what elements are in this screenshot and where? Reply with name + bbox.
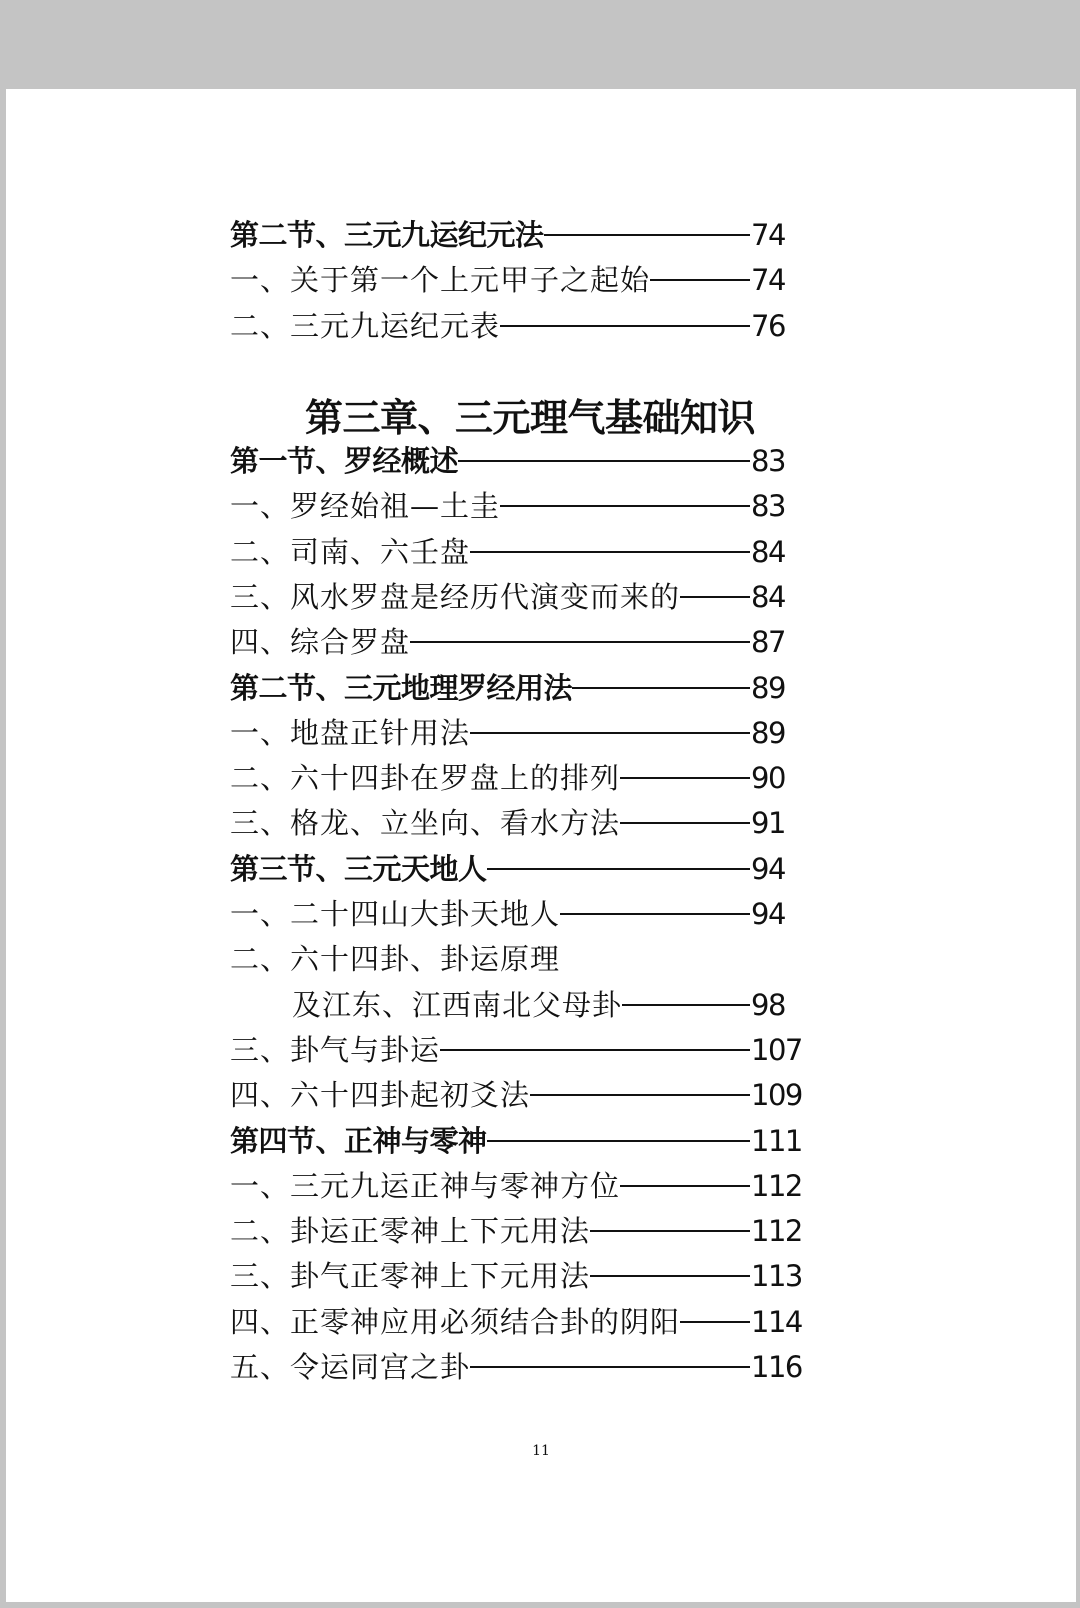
toc-leader-line (590, 1275, 750, 1277)
toc-leader-line (620, 1185, 750, 1187)
toc-leader-line (470, 1366, 750, 1368)
toc-page-number: 74 (751, 263, 785, 298)
toc-leader-line (680, 596, 750, 598)
toc-entry-title: 三、格龙、立坐向、看水方法 (230, 803, 620, 843)
toc-entry-title: 三、卦气正零神上下元用法 (230, 1256, 590, 1296)
toc-item-row (230, 620, 830, 664)
toc-page-number: 74 (751, 218, 785, 252)
toc-item-row (230, 937, 830, 981)
toc-leader-line (572, 687, 750, 689)
toc-entry-title: 四、正零神应用必须结合卦的阴阳 (230, 1302, 680, 1342)
toc-leader-line (620, 822, 750, 824)
toc-item-row (230, 1209, 830, 1253)
toc-item-row (230, 1164, 830, 1208)
toc-entry-title: 二、司南、六壬盘 (230, 532, 470, 572)
toc-leader-line (544, 234, 750, 236)
book-page (6, 89, 1076, 1602)
toc-entry-title: 一、三元九运正神与零神方位 (230, 1166, 620, 1206)
toc-leader-line (440, 1049, 750, 1051)
toc-item-row (230, 484, 830, 528)
toc-item-row (230, 1073, 830, 1117)
toc-entry-title: 一、罗经始祖—土圭 (230, 486, 500, 526)
toc-leader-line (620, 777, 750, 779)
toc-item-row (230, 1300, 830, 1344)
toc-page-number: 83 (751, 444, 785, 478)
toc-page-number: 89 (751, 715, 785, 750)
toc-item-row (230, 1028, 830, 1072)
toc-entry-title: 四、六十四卦起初爻法 (230, 1075, 530, 1115)
toc-item-row (230, 530, 830, 574)
toc-item-row (230, 575, 830, 619)
toc-item-row (230, 801, 830, 845)
toc-entry-title: 二、三元九运纪元表 (230, 306, 500, 346)
toc-page-number: 107 (751, 1032, 802, 1067)
toc-page-number: 84 (751, 579, 785, 614)
toc-entry-title: 三、卦气与卦运 (230, 1030, 440, 1070)
toc-entry-title: 二、六十四卦在罗盘上的排列 (230, 758, 620, 798)
chapter-heading: 第三章、三元理气基础知识 (304, 396, 755, 440)
toc-leader-line (487, 868, 750, 870)
toc-leader-line (410, 641, 750, 643)
toc-entry-title: 一、地盘正针用法 (230, 713, 470, 753)
toc-page-number: 114 (751, 1304, 802, 1339)
toc-page-number: 84 (751, 534, 785, 569)
toc-section-row (230, 666, 830, 710)
toc-entry-title: 三、风水罗盘是经历代演变而来的 (230, 577, 680, 617)
toc-page-number: 90 (751, 761, 785, 796)
toc-entry-title: 二、六十四卦、卦运原理 (230, 939, 560, 979)
toc-entry-title: 及江东、江西南北父母卦 (292, 985, 622, 1025)
toc-item-row (230, 711, 830, 755)
toc-page-number: 91 (751, 806, 785, 841)
toc-leader-line (470, 732, 750, 734)
toc-leader-line (650, 279, 750, 281)
toc-page-number: 109 (751, 1078, 802, 1113)
toc-item-row (230, 756, 830, 800)
toc-page-number: 116 (751, 1350, 802, 1384)
toc-page-number: 89 (751, 670, 785, 705)
toc-entry-title: 一、关于第一个上元甲子之起始 (230, 260, 650, 300)
toc-page-number: 112 (751, 1168, 802, 1203)
toc-page-number: 98 (751, 987, 785, 1022)
toc-leader-line (622, 1004, 750, 1006)
toc-leader-line (458, 460, 750, 462)
toc-leader-line (590, 1230, 750, 1232)
toc-item-row (230, 1254, 830, 1298)
toc-entry-title: 第四节、正神与零神 (230, 1121, 487, 1161)
toc-page-number: 112 (751, 1214, 802, 1249)
toc-page-number: 111 (751, 1123, 802, 1158)
toc-entry-title: 五、令运同宫之卦 (230, 1347, 470, 1387)
toc-leader-line (560, 913, 750, 915)
toc-leader-line (500, 505, 750, 507)
toc-item-row (230, 892, 830, 936)
toc-leader-line (530, 1094, 750, 1096)
toc-section-row (230, 213, 830, 257)
toc-entry-title: 二、卦运正零神上下元用法 (230, 1211, 590, 1251)
toc-page-number: 87 (751, 625, 785, 660)
toc-section-row (230, 847, 830, 891)
toc-item-row (230, 258, 830, 302)
toc-leader-line (470, 551, 750, 553)
toc-page-number: 113 (751, 1259, 802, 1294)
toc-page-number: 83 (751, 489, 785, 524)
toc-entry-title: 一、二十四山大卦天地人 (230, 894, 560, 934)
toc-leader-line (680, 1321, 750, 1323)
toc-section-row (230, 1119, 830, 1163)
toc-entry-title: 第二节、三元九运纪元法 (230, 215, 544, 255)
toc-entry-title: 四、综合罗盘 (230, 622, 410, 662)
toc-entry-title: 第二节、三元地理罗经用法 (230, 668, 572, 708)
toc-leader-line (500, 325, 750, 327)
footer-page-number: 11 (532, 1443, 550, 1459)
toc-page-number: 94 (751, 851, 785, 886)
toc-entry-title: 第一节、罗经概述 (230, 441, 458, 481)
toc-leader-line (487, 1140, 750, 1142)
toc-entry-title: 第三节、三元天地人 (230, 849, 487, 889)
toc-item-row (230, 1345, 830, 1389)
toc-section-row (230, 439, 830, 483)
toc-page-number: 76 (751, 308, 785, 343)
toc-item-row (230, 983, 830, 1027)
toc-item-row (230, 304, 830, 348)
toc-page-number: 94 (751, 897, 785, 931)
